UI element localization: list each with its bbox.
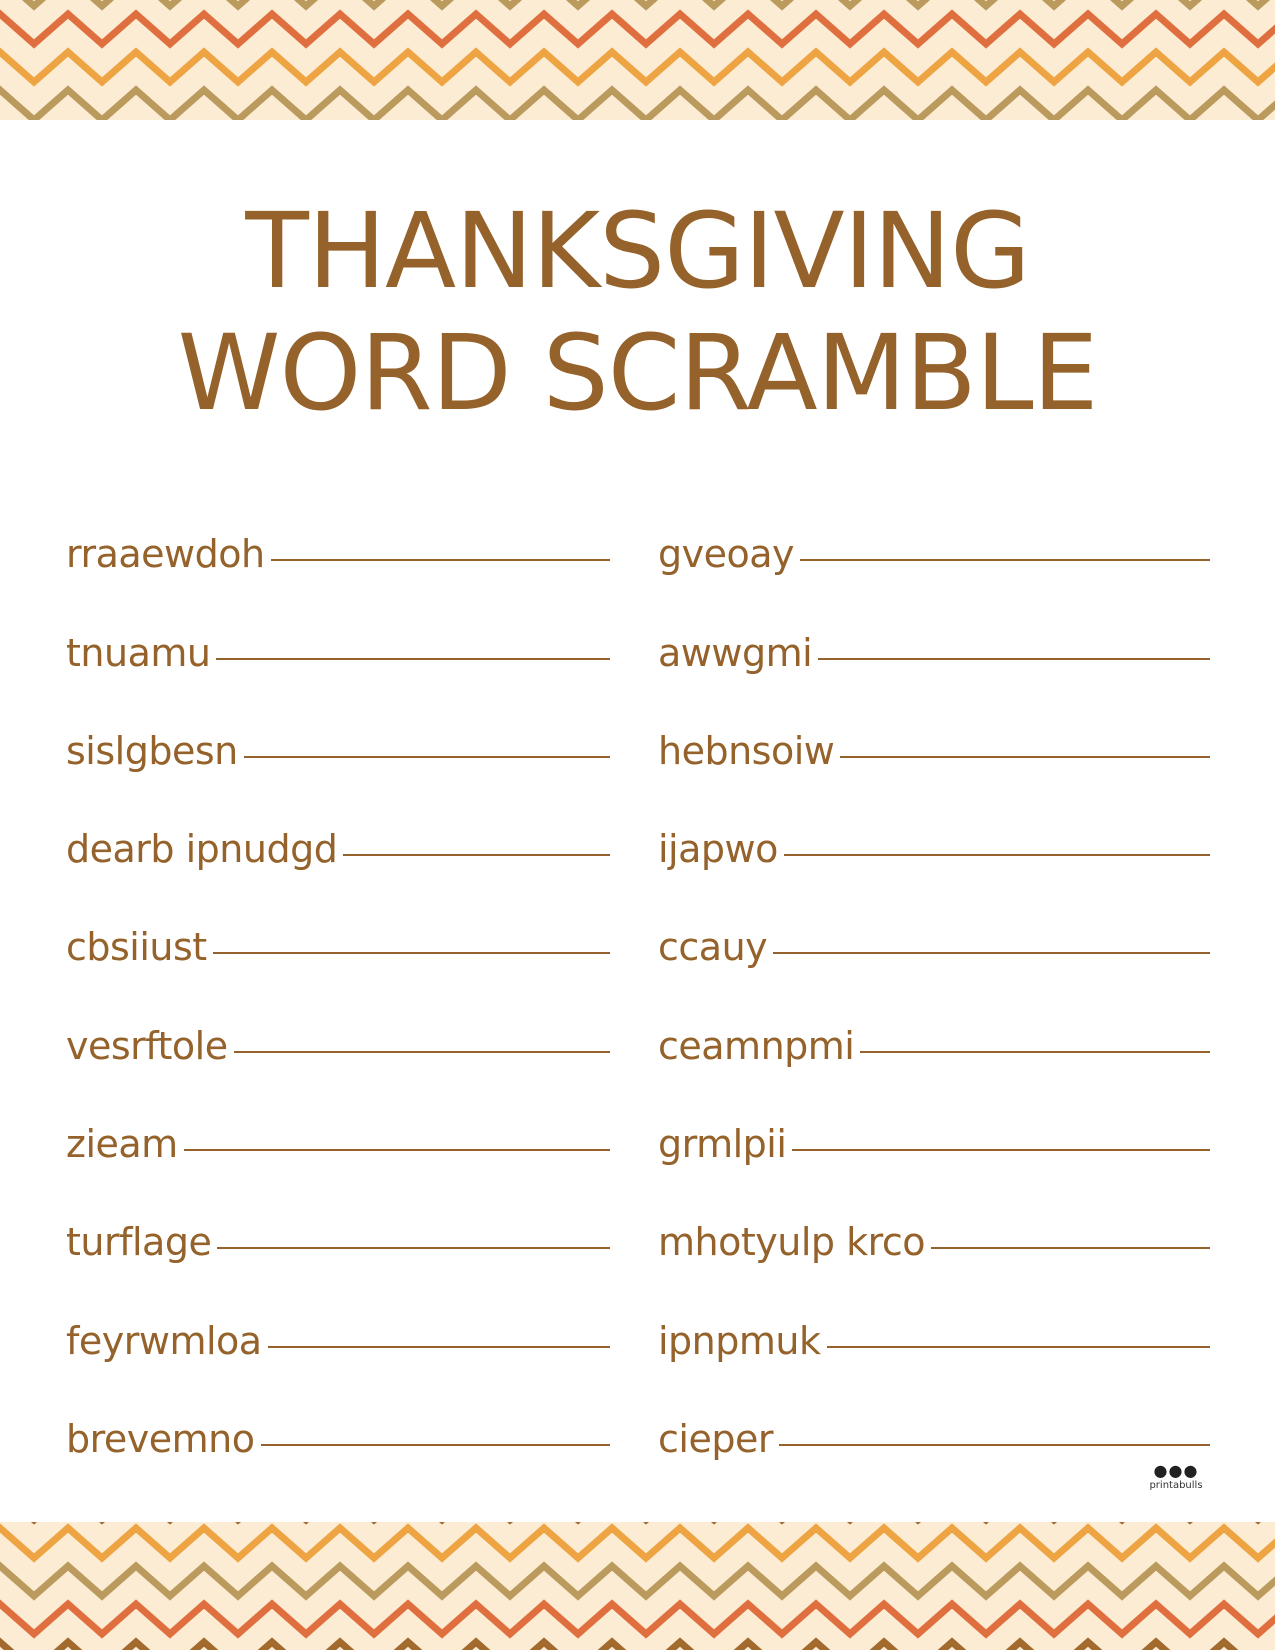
scrambled-word: ccauy bbox=[658, 925, 768, 970]
word-row bbox=[658, 1365, 1210, 1463]
answer-line bbox=[840, 756, 1210, 758]
bottom-chevron-band bbox=[0, 1522, 1275, 1650]
word-row bbox=[658, 578, 1210, 676]
word-row bbox=[66, 480, 610, 578]
word-row bbox=[658, 1266, 1210, 1364]
answer-line bbox=[216, 658, 610, 660]
word-row bbox=[66, 775, 610, 873]
word-row bbox=[66, 1365, 610, 1463]
word-row bbox=[658, 480, 1210, 578]
scrambled-word: tnuamu bbox=[66, 630, 211, 675]
top-chevron-band bbox=[0, 0, 1275, 120]
answer-line bbox=[217, 1247, 610, 1249]
scrambled-word: rraaewdoh bbox=[66, 532, 265, 577]
answer-line bbox=[184, 1149, 610, 1151]
title-line-1: THANKSGIVING bbox=[245, 190, 1030, 312]
scrambled-word: gveoay bbox=[658, 532, 795, 577]
answer-line bbox=[234, 1051, 610, 1053]
answer-line bbox=[213, 952, 610, 954]
scrambled-word: turflage bbox=[66, 1220, 212, 1265]
word-row bbox=[658, 677, 1210, 775]
word-row bbox=[66, 578, 610, 676]
dogs-icon: ●●● bbox=[1153, 1461, 1199, 1480]
scrambled-word: zieam bbox=[66, 1122, 178, 1167]
scrambled-word: sislgbesn bbox=[66, 728, 238, 773]
answer-line bbox=[931, 1247, 1210, 1249]
scrambled-word: ijapwo bbox=[658, 827, 778, 872]
word-row bbox=[66, 1070, 610, 1168]
printabulls-logo bbox=[1144, 1462, 1208, 1498]
scrambled-word: feyrwmloa bbox=[66, 1318, 262, 1363]
scrambled-word: brevemno bbox=[66, 1416, 255, 1461]
scrambled-word: mhotyulp krco bbox=[658, 1220, 926, 1265]
scrambled-word: ceamnpmi bbox=[658, 1023, 855, 1068]
scrambled-word: awwgmi bbox=[658, 630, 813, 675]
word-row bbox=[658, 1070, 1210, 1168]
word-row bbox=[658, 1168, 1210, 1266]
page-title bbox=[0, 190, 1275, 434]
scrambled-word: hebnsoiw bbox=[658, 728, 835, 773]
left-word-column bbox=[66, 480, 610, 1463]
top-chevron-pattern bbox=[0, 0, 1275, 120]
answer-line bbox=[784, 854, 1210, 856]
scrambled-word: dearb ipnudgd bbox=[66, 827, 338, 872]
answer-line bbox=[860, 1051, 1210, 1053]
answer-line bbox=[827, 1346, 1211, 1348]
scrambled-word: vesrftole bbox=[66, 1023, 228, 1068]
word-row bbox=[66, 677, 610, 775]
scrambled-word: grmlpii bbox=[658, 1122, 787, 1167]
answer-line bbox=[244, 756, 610, 758]
word-row bbox=[658, 775, 1210, 873]
logo-text: printabulls bbox=[1149, 1480, 1203, 1491]
word-row bbox=[66, 1168, 610, 1266]
answer-line bbox=[343, 854, 610, 856]
word-row bbox=[658, 873, 1210, 971]
word-row bbox=[66, 971, 610, 1069]
answer-line bbox=[268, 1346, 610, 1348]
scrambled-word: cbsiiust bbox=[66, 925, 207, 970]
word-row bbox=[658, 971, 1210, 1069]
bottom-chevron-pattern bbox=[0, 1522, 1275, 1650]
word-row bbox=[66, 873, 610, 971]
scrambled-word: cieper bbox=[658, 1416, 773, 1461]
answer-line bbox=[773, 952, 1210, 954]
answer-line bbox=[792, 1149, 1210, 1151]
word-row bbox=[66, 1266, 610, 1364]
answer-line bbox=[261, 1444, 610, 1446]
title-line-2: WORD SCRAMBLE bbox=[177, 312, 1098, 434]
answer-line bbox=[271, 559, 610, 561]
answer-line bbox=[800, 559, 1210, 561]
right-word-column bbox=[658, 480, 1210, 1463]
answer-line bbox=[818, 658, 1210, 660]
scrambled-word: ipnpmuk bbox=[658, 1318, 821, 1363]
answer-line bbox=[779, 1444, 1210, 1446]
